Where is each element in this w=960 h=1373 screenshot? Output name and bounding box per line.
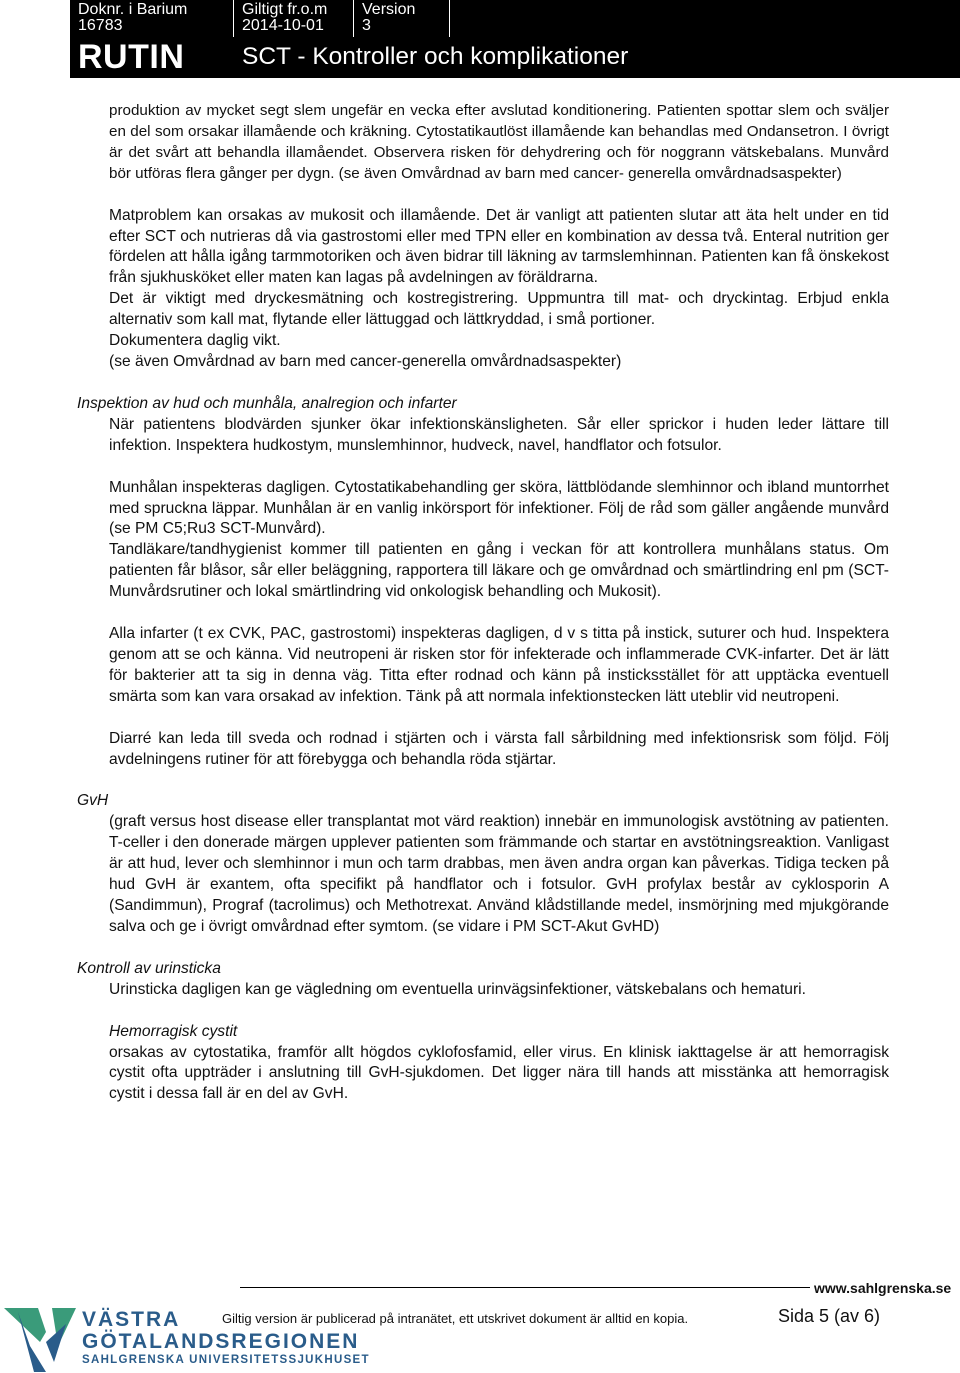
doc-number-value: 16783 (78, 17, 123, 34)
paragraph-munhala: Munhålan inspekteras dagligen. Cytostatikabehandling ger sköra, lättblödande slemhinnor och ibland muntorrhet med spruckna läppar. Munhålan är en vanlig inkörsport för infektioner. Följ de råd som gäller angående munvård (se PM C5;Ru3 SCT-Munvård). (109, 478, 889, 538)
logo-text-gotalandsregionen: GÖTALANDSREGIONEN (82, 1330, 360, 1353)
paragraph-matproblem: Matproblem kan orsakas av mukosit och illamående. Det är vanligt att patienten slutar att äta helt under en tid efter SCT och nutrieras då via gastrostomi eller med TPN eller en kombination av dessa två. Enteral nutrition ger fördelen att hålla igång tarmmotoriken och även bidrar till läkning av tarmslemhinnan. Patienten kan få önskekost från sjukhusköket eller maten kan lagas på avdelningen av föräldrarna. (109, 206, 889, 287)
paragraph-gvh: (graft versus host disease eller transplantat mot värd reaktion) innebär en immunologisk avstötning av patienten. T-celler i den donerade märgen upplever patienten som främmande och startar en avstötningsreaktion. Vanligast är att hud, lever och slemhinnor i mun och tarm drabbas, men även andra organ kan påverkas. Tidiga tecken på hud GvH är exantem, ofta specifikt på handflator och i fotsulor. GvH profylax består av cyklosporin A (Sandimmun), Prograf (tacrolimus) och Methotrexat. Använd klådstillande medel, insmörjning med mjukgörande salva och ge i övrigt omvårdnad efter symtom. (se vidare i PM SCT-Akut GvHD) (109, 813, 889, 935)
paragraph-hemorragisk-cystit: orsakas av cytostatika, framför allt högdos cyklofosfamid, eller virus. En klinisk iakttagelse är att hemorragisk cystit ofta uppträder i anslutning till GvH-sjukdomen. Det ligger nära till hands att misstänka att hemorragisk cystit i dessa fall är en del av GvH. (109, 1043, 889, 1103)
valid-from-label: Giltigt fr.o.m (242, 1, 328, 18)
website-link[interactable]: www.sahlgrenska.se (814, 1280, 952, 1296)
paragraph-tandlakare: Tandläkare/tandhygienist kommer till patienten en gång i veckan för att kontrollera munhålans status. Om patienten får blåsor, sår eller beläggning, rapportera till läkare och ge omvårdnad och smärtlindring enl pm (SCT-Munvårdsrutiner och lokal smärtlindring vid onkologisk behandling och Mukosit). (109, 541, 889, 601)
version-value: 3 (362, 17, 371, 34)
heading-gvh: GvH (77, 792, 109, 810)
paragraph-dryckesmatning: Det är viktigt med dryckesmätning och kostregistrering. Uppmuntra till mat- och dryckintag. Erbjud enkla alternativ som kall mat, flytande eller lättuggad och lättkryddad, i små portioner. (109, 290, 889, 329)
logo-text-vastra: VÄSTRA (82, 1308, 181, 1331)
page-number: Sida 5 (av 6) (778, 1306, 881, 1326)
document-title: SCT - Kontroller och komplikationer (242, 43, 629, 70)
document-body (77, 80, 889, 1105)
paragraph-illamaende: produktion av mycket segt slem ungefär en vecka efter avslutad konditionering. Patienten spottar slem och sväljer en del som orsakar illamående och kräkning. Cytostatikautlöst illamående kan behandlas med Ondansetron. I övrigt är det svårt att behandla illamåendet. Observera risken för dehydrering och för noggrann vätskebalans. Munvård bör utföras flera gånger per dygn. (se även Omvårdnad av barn med cancer- generella omvårdnadsaspekter) (109, 102, 889, 182)
paragraph-vikt: Dokumentera daglig vikt. (109, 332, 281, 350)
logo-text-sahlgrenska: SAHLGRENSKA UNIVERSITETSSJUKHUSET (82, 1354, 370, 1366)
footer-rule (240, 1287, 810, 1288)
doc-number-label: Doknr. i Barium (78, 1, 188, 18)
footer-validity-note: Giltig version är publicerad på intranätet, ett utskrivet dokument är alltid en kopia. (222, 1311, 689, 1326)
paragraph-diarre: Diarré kan leda till sveda och rodnad i stjärten och i värsta fall sårbildning med infektionsrisk som följd. Följ avdelningens rutiner för att förebygga och behandla röda stjärtar. (109, 729, 889, 768)
valid-from-value: 2014-10-01 (242, 17, 324, 34)
version-label: Version (362, 1, 416, 18)
heading-hemorragisk-cystit: Hemorragisk cystit (109, 1022, 238, 1040)
heading-inspektion: Inspektion av hud och munhåla, analregion och infarter (77, 394, 457, 412)
paragraph-hud: När patientens blodvärden sjunker ökar infektionskänsligheten. Sår eller sprickor i huden leder lättare till infektion. Inspektera hudkostym, munslemhinnor, hudveck, navel, handflator och fotsulor. (109, 415, 889, 454)
document-type: RUTIN (78, 38, 185, 76)
paragraph-infarter: Alla infarter (t ex CVK, PAC, gastrostomi) inspekteras dagligen, d v s titta på instick, suturer och hud. Inspektera genom att se och känna. Vid neutropeni är risken stor för infekterade och inflammerade CVK-infarter. Det är lätt för bakterier att ta sig in denna väg. Titta efter rodnad och känn på insticksstället för att upptäcka eventuell smärta som kan vara orsakad av infektion. Tänk på att normala infektionstecken lätt uteblir vid neutropeni. (109, 625, 889, 705)
paragraph-urinsticka: Urinsticka dagligen kan ge vägledning om eventuella urinvägsinfektioner, vätskebalans och hematuri. (109, 980, 806, 998)
paragraph-se-aven: (se även Omvårdnad av barn med cancer-generella omvårdnadsaspekter) (109, 352, 622, 370)
heading-urinsticka: Kontroll av urinsticka (77, 959, 221, 977)
header-title-area (70, 0, 960, 78)
